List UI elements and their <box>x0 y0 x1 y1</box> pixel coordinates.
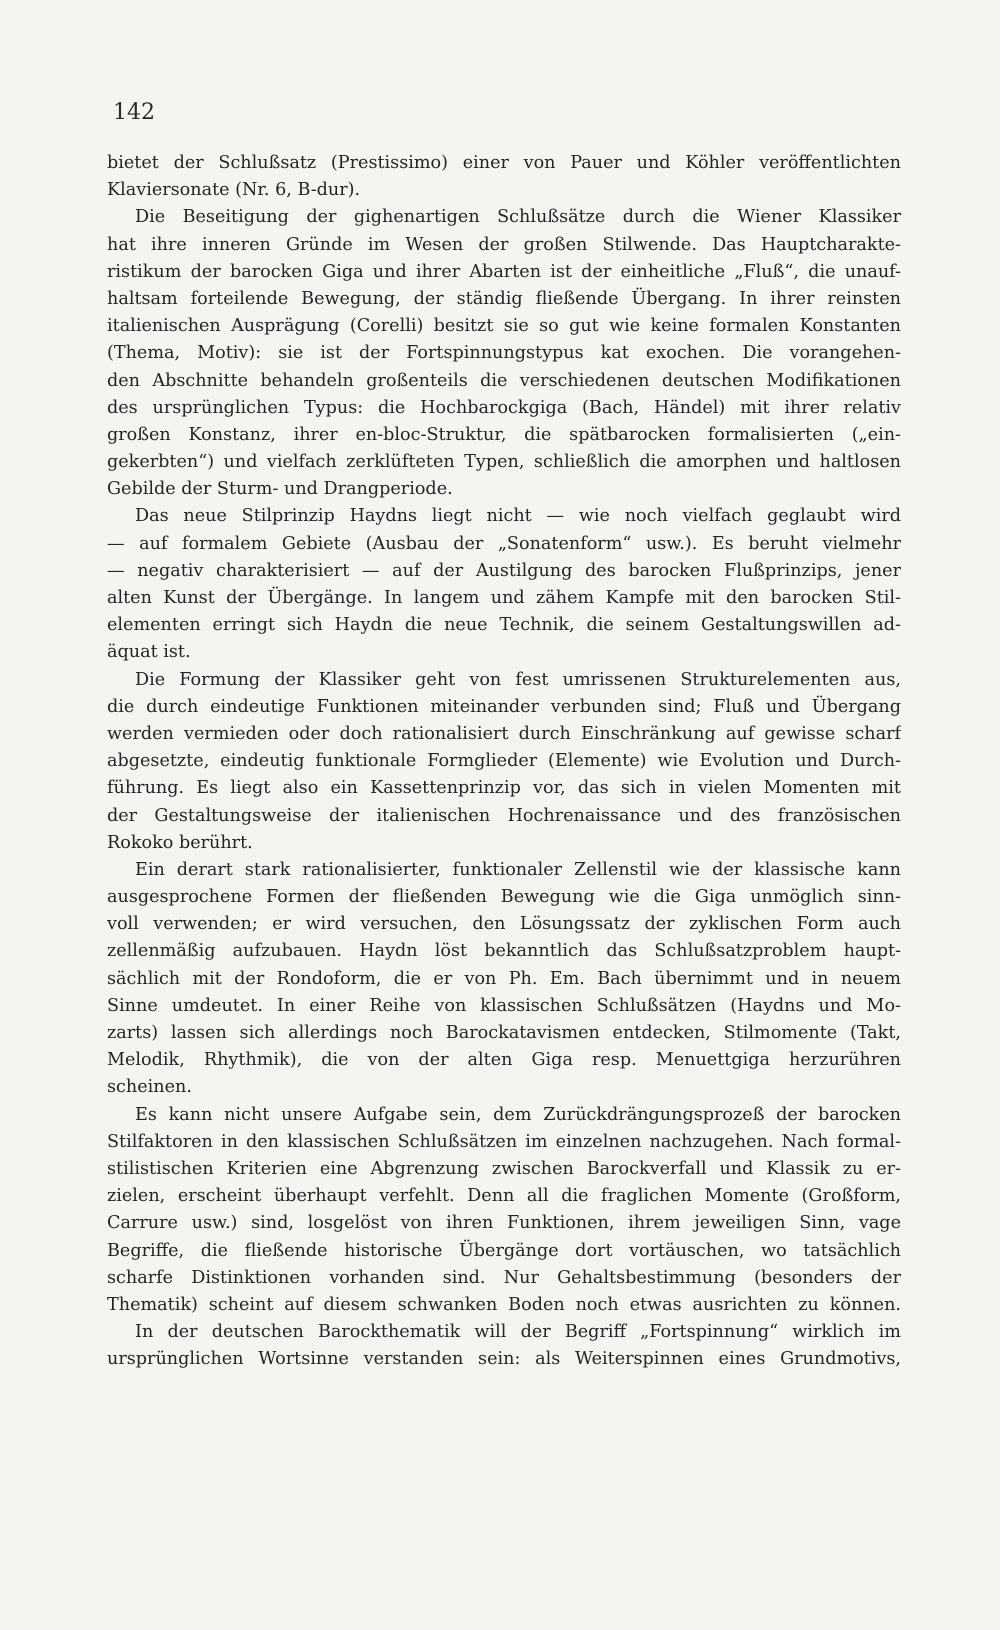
text-line: Das neue Stilprinzip Haydns liegt nicht — wie noch vielfach geglaubt wird <box>135 506 901 527</box>
text-line: voll verwenden; er wird versuchen, den Lösungssatz der zyklischen Form auch <box>107 914 901 935</box>
text-line: bietet der Schlußsatz (Prestissimo) einer von Pauer und Köhler veröffentlichten <box>107 153 901 173</box>
text-line: stilistischen Kriterien eine Abgrenzung zwischen Barockverfall und Klassik zu er- <box>107 1158 901 1179</box>
text-line: großen Konstanz, ihrer en-bloc-Struktur, die spätbarocken formalisierten („ein- <box>107 424 901 445</box>
text-line: hat ihre inneren Gründe im Wesen der großen Stilwende. Das Hauptcharakte- <box>107 234 901 255</box>
text-line: Ein derart stark rationalisierter, funktionaler Zellenstil wie der klassische kann <box>135 859 901 880</box>
body-text <box>107 150 901 1373</box>
text-line: scheinen. <box>107 1077 192 1098</box>
text-line: werden vermieden oder doch rationalisiert durch Einschränkung auf gewisse scharf <box>107 723 901 744</box>
text-line: führung. Es liegt also ein Kassettenprinzip vor, das sich in vielen Momenten mit <box>107 778 901 799</box>
text-line: Stilfaktoren in den klassischen Schlußsätzen im einzelnen nachzugehen. Nach formal- <box>107 1131 901 1152</box>
text-line: gekerbten“) und vielfach zerklüfteten Typen, schließlich die amorphen und haltlosen <box>107 452 901 473</box>
text-line: zellenmäßig aufzubauen. Haydn löst bekanntlich das Schlußsatzproblem haupt- <box>107 941 901 962</box>
text-line: In der deutschen Barockthematik will der Begriff „Fortspinnung“ wirklich im <box>135 1322 901 1343</box>
text-line: den Abschnitte behandeln großenteils die verschiedenen deutschen Modifikationen <box>107 370 901 391</box>
text-line: Gebilde der Sturm- und Drangperiode. <box>107 479 453 500</box>
text-line: scharfe Distinktionen vorhanden sind. Nur Gehaltsbestimmung (besonders der <box>107 1267 901 1288</box>
text-line: (Thema, Motiv): sie ist der Fortspinnungstypus kat exochen. Die vorangehen- <box>107 343 901 364</box>
text-line: Die Formung der Klassiker geht von fest umrissenen Strukturelementen aus, <box>135 669 901 690</box>
text-line: zielen, erscheint überhaupt verfehlt. Denn all die fraglichen Momente (Großform, <box>107 1186 901 1207</box>
text-line: die durch eindeutige Funktionen miteinander verbunden sind; Fluß und Übergang <box>107 696 901 717</box>
text-line: äquat ist. <box>107 642 191 663</box>
text-line: alten Kunst der Übergänge. In langem und zähem Kampfe mit den barocken Stil- <box>107 588 901 608</box>
text-line: ursprünglichen Wortsinne verstanden sein: als Weiterspinnen eines Grundmotivs, <box>107 1349 901 1370</box>
text-line: des ursprünglichen Typus: die Hochbarockgiga (Bach, Händel) mit ihrer relativ <box>107 397 901 418</box>
text-line: Melodik, Rhythmik), die von der alten Giga resp. Menuettgiga herzurühren <box>107 1050 901 1071</box>
text-line: zarts) lassen sich allerdings noch Barockatavismen entdecken, Stilmomente (Takt, <box>107 1023 901 1043</box>
text-line: Sinne umdeutet. In einer Reihe von klassischen Schlußsätzen (Haydns und Mo- <box>107 995 901 1016</box>
text-line: Thematik) scheint auf diesem schwanken Boden noch etwas ausrichten zu können. <box>107 1294 901 1315</box>
text-line: Klaviersonate (Nr. 6, B-dur). <box>107 180 361 201</box>
text-line: ristikum der barocken Giga und ihrer Abarten ist der einheitliche „Fluß“, die unauf- <box>107 261 901 282</box>
text-line: abgesetzte, eindeutig funktionale Formglieder (Elemente) wie Evolution und Durch- <box>107 751 901 772</box>
text-line: Es kann nicht unsere Aufgabe sein, dem Zurückdrängungsprozeß der barocken <box>135 1104 901 1125</box>
text-line: elementen erringt sich Haydn die neue Technik, die seinem Gestaltungswillen ad- <box>107 615 901 636</box>
text-line: Begriffe, die fließende historische Übergänge dort vortäuschen, wo tatsächlich <box>107 1240 901 1261</box>
text-line: Rokoko berührt. <box>107 832 253 853</box>
text-line: — auf formalem Gebiete (Ausbau der „Sonatenform“ usw.). Es beruht vielmehr <box>107 533 901 554</box>
text-line: — negativ charakterisiert — auf der Austilgung des barocken Flußprinzips, jener <box>107 560 901 581</box>
text-line: Die Beseitigung der gighenartigen Schlußsätze durch die Wiener Klassiker <box>135 207 901 228</box>
text-line: sächlich mit der Rondoform, die er von Ph. Em. Bach übernimmt und in neuem <box>107 968 901 989</box>
text-line: haltsam forteilende Bewegung, der ständig fließende Übergang. In ihrer reinsten <box>107 288 901 309</box>
text-line: italienischen Ausprägung (Corelli) besitzt sie so gut wie keine formalen Konstanten <box>107 316 901 337</box>
text-line: ausgesprochene Formen der fließenden Bewegung wie die Giga unmöglich sinn- <box>107 887 901 908</box>
text-line: der Gestaltungsweise der italienischen Hochrenaissance und des französischen <box>107 805 901 826</box>
page-number: 142 <box>113 100 155 125</box>
text-line: Carrure usw.) sind, losgelöst von ihren Funktionen, ihrem jeweiligen Sinn, vage <box>107 1213 901 1234</box>
